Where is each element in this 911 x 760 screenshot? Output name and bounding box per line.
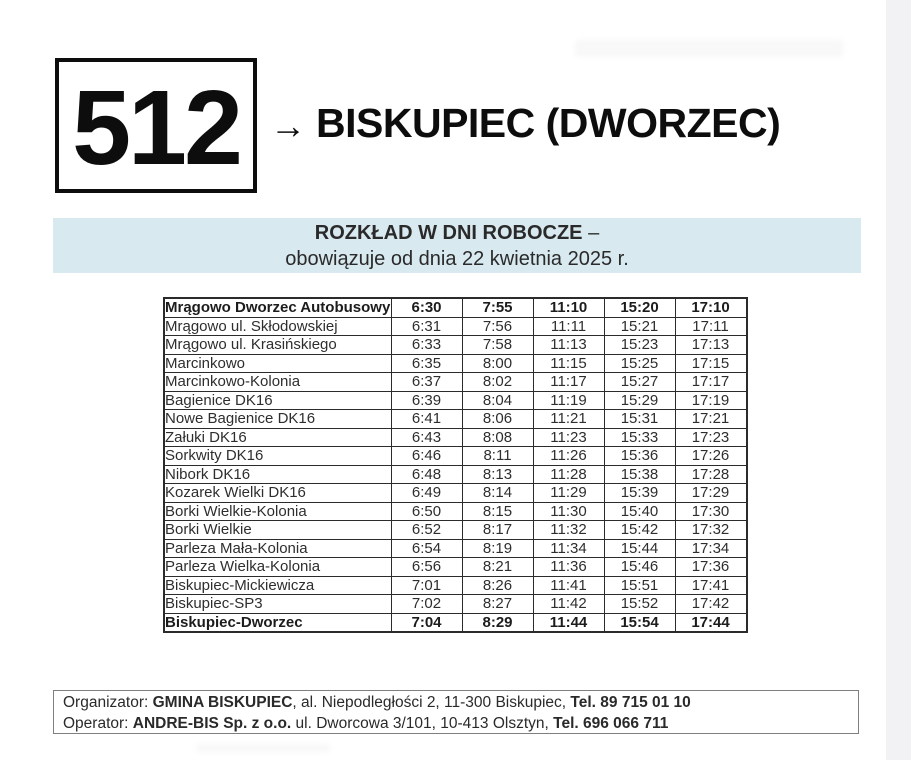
footer-text-segment: Organizator:	[63, 694, 153, 711]
departure-time-cell: 15:31	[604, 410, 675, 429]
arrow-right-icon: →	[270, 105, 306, 146]
stop-name-cell: Marcinkowo	[164, 354, 391, 373]
departure-time-cell: 15:29	[604, 391, 675, 410]
stop-name-cell: Biskupiec-Dworzec	[164, 613, 391, 632]
departure-time-cell: 6:31	[391, 317, 462, 336]
departure-time-cell: 6:56	[391, 558, 462, 577]
departure-time-cell: 6:39	[391, 391, 462, 410]
stop-name-cell: Załuki DK16	[164, 428, 391, 447]
departure-time-cell: 7:55	[462, 298, 533, 317]
departure-time-cell: 6:35	[391, 354, 462, 373]
departure-time-cell: 17:17	[675, 373, 747, 392]
departure-time-cell: 17:28	[675, 465, 747, 484]
stop-name-cell: Parleza Wielka-Kolonia	[164, 558, 391, 577]
departure-time-cell: 17:23	[675, 428, 747, 447]
departure-time-cell: 7:56	[462, 317, 533, 336]
footer-text-segment: GMINA BISKUPIEC	[152, 694, 293, 711]
table-row	[164, 595, 747, 614]
banner-title-bold: ROZKŁAD W DNI ROBOCZE	[314, 221, 583, 244]
banner-subtitle: obowiązuje od dnia 22 kwietnia 2025 r.	[285, 247, 629, 270]
footer-text-segment: Operator:	[63, 714, 133, 732]
departure-time-cell: 6:41	[391, 410, 462, 429]
table-row	[164, 447, 747, 466]
departure-time-cell: 15:20	[604, 298, 675, 317]
departure-time-cell: 8:26	[462, 576, 533, 595]
departure-time-cell: 15:44	[604, 539, 675, 558]
departure-time-cell: 15:21	[604, 317, 675, 336]
departure-time-cell: 11:41	[533, 576, 604, 595]
footer-text-segment: ul. Dworcowa 3/101, 10-413 Olsztyn,	[291, 714, 554, 732]
stop-name-cell: Biskupiec-SP3	[164, 595, 391, 614]
departure-time-cell: 17:11	[675, 317, 747, 336]
departure-time-cell: 11:42	[533, 595, 604, 614]
departure-time-cell: 15:27	[604, 373, 675, 392]
departure-time-cell: 8:00	[462, 354, 533, 373]
departure-time-cell: 17:34	[675, 539, 747, 558]
departure-time-cell: 11:44	[533, 613, 604, 632]
stop-name-cell: Marcinkowo-Kolonia	[164, 373, 391, 392]
departure-time-cell: 11:26	[533, 447, 604, 466]
departure-time-cell: 11:10	[533, 298, 604, 317]
departure-time-cell: 17:32	[675, 521, 747, 540]
departure-time-cell: 7:58	[462, 336, 533, 355]
departure-time-cell: 11:17	[533, 373, 604, 392]
departure-time-cell: 15:54	[604, 613, 675, 632]
departure-time-cell: 15:33	[604, 428, 675, 447]
stop-name-cell: Biskupiec-Mickiewicza	[164, 576, 391, 595]
stop-name-cell: Borki Wielkie-Kolonia	[164, 502, 391, 521]
stop-name-cell: Nowe Bagienice DK16	[164, 410, 391, 429]
departure-time-cell: 17:19	[675, 391, 747, 410]
departure-time-cell: 17:41	[675, 576, 747, 595]
departure-time-cell: 6:50	[391, 502, 462, 521]
departure-time-cell: 8:17	[462, 521, 533, 540]
departure-time-cell: 17:26	[675, 447, 747, 466]
departure-time-cell: 17:15	[675, 354, 747, 373]
departure-time-cell: 8:21	[462, 558, 533, 577]
page-right-margin	[886, 0, 911, 760]
departure-time-cell: 6:30	[391, 298, 462, 317]
organizer-line	[63, 693, 858, 714]
table-row	[164, 539, 747, 558]
table-row	[164, 298, 747, 317]
departure-time-cell: 17:13	[675, 336, 747, 355]
departure-time-cell: 8:04	[462, 391, 533, 410]
departure-time-cell: 11:21	[533, 410, 604, 429]
departure-time-cell: 11:15	[533, 354, 604, 373]
destination-title: BISKUPIEC (DWORZEC)	[316, 100, 781, 146]
table-row	[164, 502, 747, 521]
table-row	[164, 391, 747, 410]
departure-time-cell: 15:38	[604, 465, 675, 484]
departure-time-cell: 15:23	[604, 336, 675, 355]
footer-text-segment: Tel. 696 066 711	[553, 714, 669, 732]
departure-time-cell: 6:54	[391, 539, 462, 558]
departure-time-cell: 17:36	[675, 558, 747, 577]
departure-time-cell: 6:52	[391, 521, 462, 540]
departure-time-cell: 8:13	[462, 465, 533, 484]
departure-time-cell: 11:23	[533, 428, 604, 447]
table-row	[164, 576, 747, 595]
departure-time-cell: 17:29	[675, 484, 747, 503]
route-number: 512	[72, 68, 240, 187]
departure-time-cell: 11:36	[533, 558, 604, 577]
departure-time-cell: 6:48	[391, 465, 462, 484]
departure-time-cell: 6:43	[391, 428, 462, 447]
departure-time-cell: 15:40	[604, 502, 675, 521]
departure-time-cell: 17:21	[675, 410, 747, 429]
table-row	[164, 558, 747, 577]
departure-time-cell: 11:32	[533, 521, 604, 540]
table-row	[164, 484, 747, 503]
banner-title-dash: –	[582, 221, 600, 244]
departure-time-cell: 17:42	[675, 595, 747, 614]
stop-name-cell: Sorkwity DK16	[164, 447, 391, 466]
table-row	[164, 373, 747, 392]
timetable-table	[163, 297, 748, 633]
schedule-banner	[53, 218, 861, 273]
departure-time-cell: 6:33	[391, 336, 462, 355]
departure-time-cell: 17:30	[675, 502, 747, 521]
footer-text-segment: Tel. 89 715 01 10	[570, 694, 691, 711]
footer-text-segment: , al. Niepodległości 2, 11-300 Biskupiec,	[292, 694, 571, 711]
departure-time-cell: 8:29	[462, 613, 533, 632]
departure-time-cell: 8:27	[462, 595, 533, 614]
stop-name-cell: Kozarek Wielki DK16	[164, 484, 391, 503]
stop-name-cell: Nibork DK16	[164, 465, 391, 484]
table-row	[164, 410, 747, 429]
table-row	[164, 317, 747, 336]
footer-text-segment: ANDRE-BIS Sp. z o.o.	[132, 714, 292, 732]
departure-time-cell: 11:19	[533, 391, 604, 410]
departure-time-cell: 8:14	[462, 484, 533, 503]
scan-artifact	[575, 40, 843, 57]
departure-time-cell: 8:19	[462, 539, 533, 558]
departure-time-cell: 11:29	[533, 484, 604, 503]
departure-time-cell: 11:30	[533, 502, 604, 521]
operator-line	[63, 714, 858, 735]
stop-name-cell: Parleza Mała-Kolonia	[164, 539, 391, 558]
departure-time-cell: 8:02	[462, 373, 533, 392]
table-row	[164, 336, 747, 355]
departure-time-cell: 15:39	[604, 484, 675, 503]
table-row	[164, 613, 747, 632]
departure-time-cell: 15:46	[604, 558, 675, 577]
route-number-box	[55, 58, 257, 193]
departure-time-cell: 11:34	[533, 539, 604, 558]
contact-info-box	[53, 690, 859, 734]
table-row	[164, 521, 747, 540]
departure-time-cell: 15:36	[604, 447, 675, 466]
banner-title	[315, 220, 599, 246]
scan-artifact	[196, 744, 330, 752]
departure-time-cell: 8:11	[462, 447, 533, 466]
departure-time-cell: 6:46	[391, 447, 462, 466]
departure-time-cell: 15:25	[604, 354, 675, 373]
departure-time-cell: 15:52	[604, 595, 675, 614]
departure-time-cell: 11:28	[533, 465, 604, 484]
stop-name-cell: Borki Wielkie	[164, 521, 391, 540]
stop-name-cell: Mrągowo ul. Skłodowskiej	[164, 317, 391, 336]
departure-time-cell: 17:10	[675, 298, 747, 317]
stop-name-cell: Bagienice DK16	[164, 391, 391, 410]
departure-time-cell: 11:13	[533, 336, 604, 355]
departure-time-cell: 6:49	[391, 484, 462, 503]
departure-time-cell: 11:11	[533, 317, 604, 336]
departure-time-cell: 8:15	[462, 502, 533, 521]
table-row	[164, 428, 747, 447]
departure-time-cell: 8:08	[462, 428, 533, 447]
departure-time-cell: 15:51	[604, 576, 675, 595]
departure-time-cell: 17:44	[675, 613, 747, 632]
departure-time-cell: 8:06	[462, 410, 533, 429]
departure-time-cell: 15:42	[604, 521, 675, 540]
stop-name-cell: Mrągowo ul. Krasińskiego	[164, 336, 391, 355]
departure-time-cell: 7:02	[391, 595, 462, 614]
table-row	[164, 465, 747, 484]
departure-time-cell: 7:01	[391, 576, 462, 595]
departure-time-cell: 6:37	[391, 373, 462, 392]
table-row	[164, 354, 747, 373]
departure-time-cell: 7:04	[391, 613, 462, 632]
stop-name-cell: Mrągowo Dworzec Autobusowy	[165, 299, 391, 317]
